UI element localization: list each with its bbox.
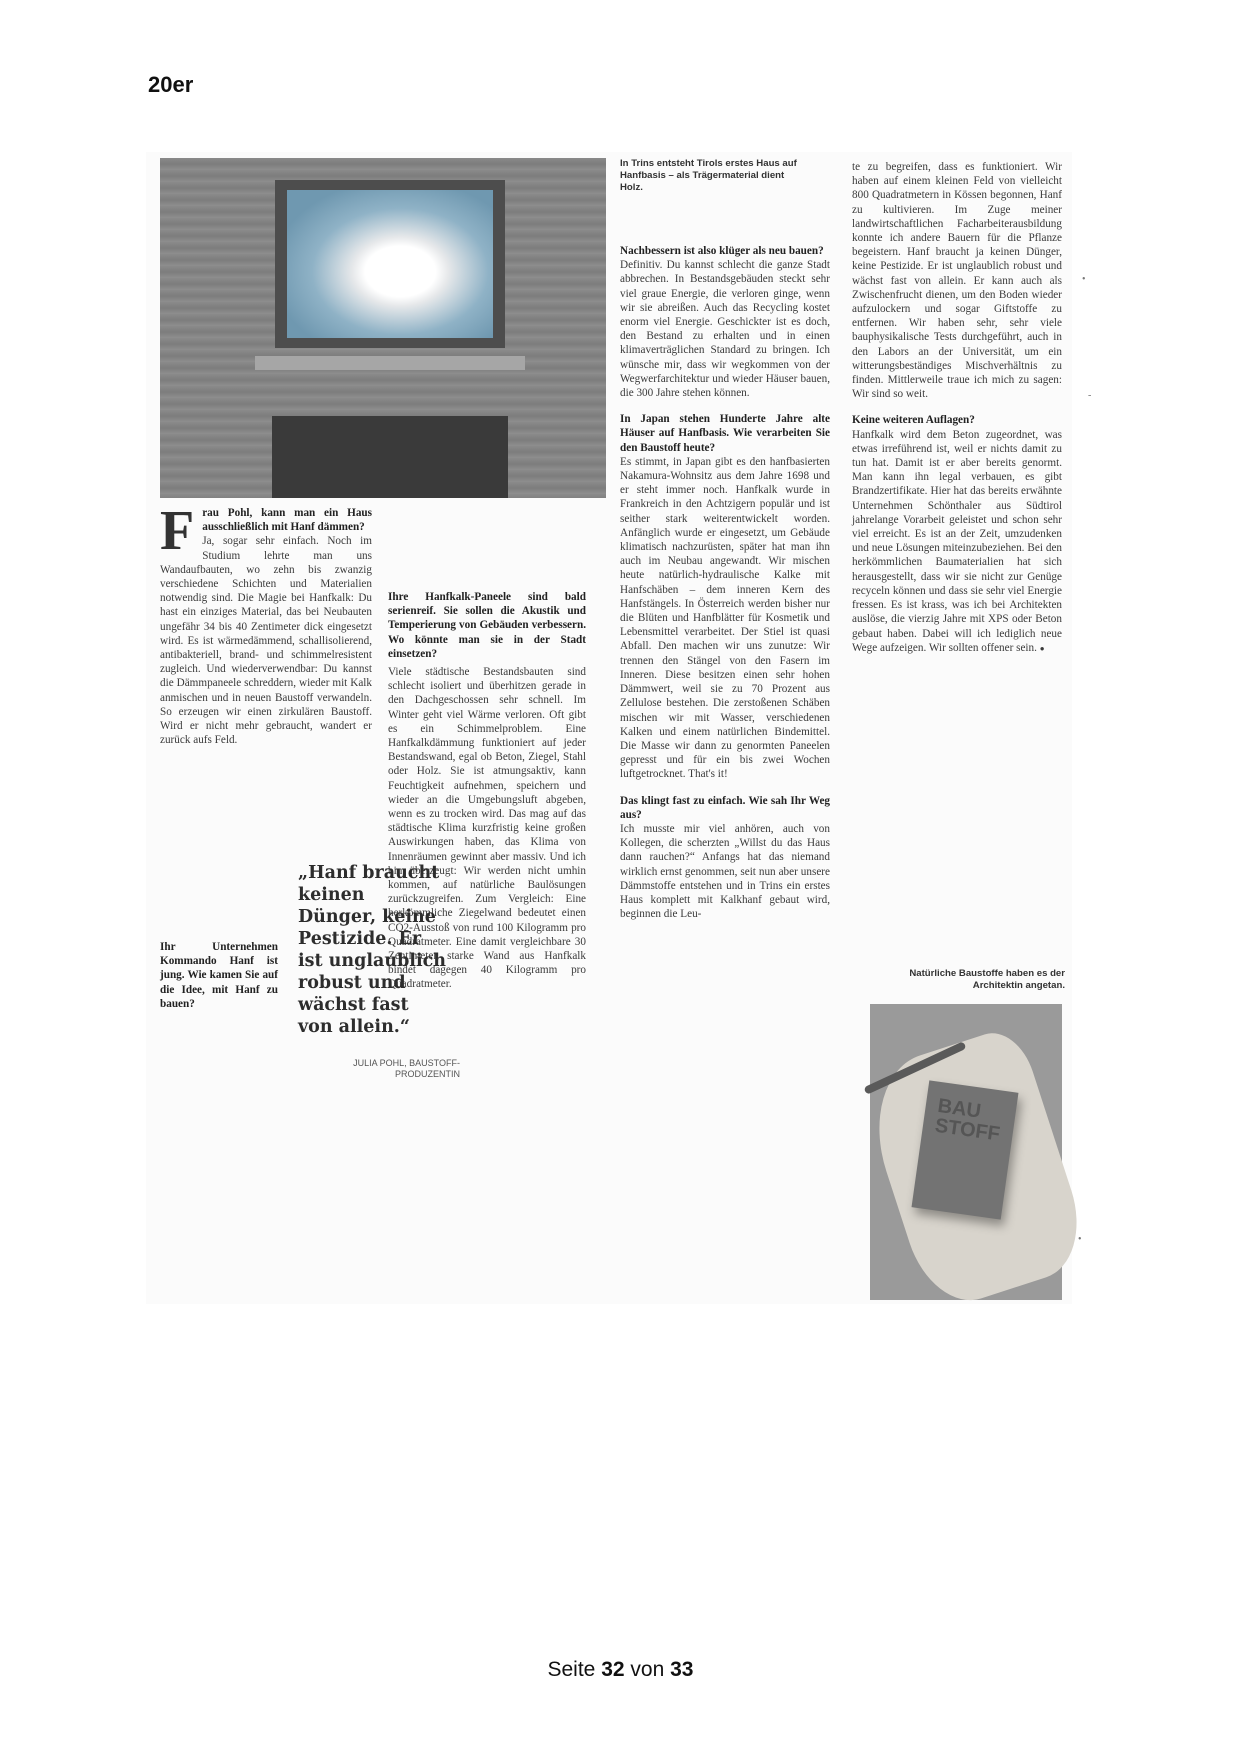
- photo-caption-trins: In Trins entsteht Tirols erstes Haus auf Hanfbasis – als Trägermaterial dient Holz.: [620, 158, 797, 193]
- footer-mid: von: [630, 1658, 665, 1681]
- article-column-2: [388, 590, 586, 661]
- article-column-3: [620, 244, 830, 921]
- footer-page-number: 32: [601, 1658, 625, 1681]
- baustoff-block: [912, 1080, 1019, 1219]
- article-column-1b: [160, 940, 278, 1011]
- scan-mark: •: [1078, 1234, 1082, 1245]
- footer-total-pages: 33: [670, 1658, 694, 1681]
- sky-reflection: [287, 190, 493, 338]
- drop-cap: F: [160, 500, 195, 562]
- scan-mark: •: [1082, 274, 1086, 285]
- article-photo-window: [160, 158, 606, 498]
- window-frame: [275, 180, 505, 348]
- article-column-2-body: [388, 665, 586, 991]
- end-mark-icon: ●: [1039, 643, 1045, 653]
- page-footer: [0, 1658, 1241, 1682]
- question-2: Ihr Unternehmen Kommando Hanf ist jung. Wie kamen Sie auf die Idee, mit Hanf zu bauen?: [160, 941, 278, 1010]
- question-3: Ihre Hanfkalk-Paneele sind bald serienreif. Sie sollen die Akustik und Temperierung von Gebäuden verbessern. Wo könnte man sie in der Stadt einsetzen?: [388, 591, 586, 660]
- photo-caption-baustoffe: Natürliche Baustoffe haben es der Architektin angetan.: [909, 968, 1065, 991]
- question-4: Nachbessern ist also klüger als neu bauen?: [620, 245, 824, 257]
- article-photo-baustoff: [870, 1004, 1062, 1300]
- window-ledge: [255, 356, 525, 370]
- answer-4: Definitiv. Du kannst schlecht die ganze Stadt abbrechen. In Bestandsgebäuden steckt sehr viel graue Energie, die verloren ginge, wenn wir sie abreißen. Auch das Recycling kostet enorm viel Energie. Geschickter ist es doch, den Bestand zu erhalten und in einen klimaverträglichen Standard zu bringen. Ich wünsche mir, dass wir wegkommen von der Wegwerfarchitektur und wieder Häuser bauen, die 300 Jahre stehen können.: [620, 259, 830, 400]
- pull-quote-source: JULIA POHL, BAUSTOFF-PRODUZENTIN: [353, 1058, 460, 1079]
- answer-5: Es stimmt, in Japan gibt es den hanfbasierten Nakamura-Wohnsitz aus dem Jahre 1698 und er steht immer noch. Hanfkalk wurde in Frankreich in den Achtzigern populär und ist seither stark weiterentwickelt worden. Anfänglich wurde er eingesetzt, um Gebäude klimatisch nachzurüsten, später hat man ihn auch im Neubau angewandt. Wir mischen heute natürlich-hydraulische Kalke mit Hanfschäben – dem inneren Kern des Hanfstängels. In Österreich werden bisher nur die Blüten und Hanfblätter für Kosmetik und Lebensmittel verarbeitet. Der Stiel ist quasi Abfall. Den machen wir uns zunutze: Wir trennen den Stängel von den Fasern im Inneren. Diese besitzen einen sehr hohen Dämmwert, weil sie zu 70 Prozent aus Zellulose bestehen. Die zerstoßenen Schäben mischen wir mit Wasser, verschiedenen Kalken und einem natürlichen Bindemittel. Die Masse wir dann zu genormten Paneelen gepresst und für ein bis zwei Wochen luftgetrocknet. That's it!: [620, 455, 830, 781]
- scan-mark: -: [1088, 390, 1092, 401]
- question-5: In Japan stehen Hunderte Jahre alte Häuser auf Hanfbasis. Wie verarbeiten Sie den Baustoff heute?: [620, 413, 830, 454]
- question-7: Keine weiteren Auflagen?: [852, 414, 975, 427]
- answer-6: Ich musste mir viel anhören, auch von Kollegen, die scherzten „Willst du das Haus dann rauchen?“ Anfangs hat das niemand wirklich ernst genommen, seit nun aber unsere Dämmstoffe entstehen und in Trins ein erstes Haus komplett mit Kalkhanf gebaut wird, beginnen die Leu-: [620, 822, 830, 921]
- door-opening: [272, 416, 508, 498]
- answer-3: Viele städtische Bestandsbauten sind schlecht isoliert und überhitzen gerade in den Dachgeschossen sehr schnell. Im Winter geht viel Wärme verloren. Oft gibt es ein Schimmelproblem. Eine Hanfkalkdämmung funktioniert auf jeder Bestandswand, egal ob Beton, Ziegel, Stahl oder Holz. Sie ist atmungsaktiv, kann Feuchtigkeit aufnehmen, speichern und wieder an die Umgebungsluft abgeben, wenn es zu trocken wird. Das mag auf das städtische Klima kurzfristig keine großen Auswirkungen haben, das Klima von Innenräumen gewinnt aber massiv. Und ich bin überzeugt: Wir werden nicht umhin kommen, auf natürliche Baulösungen zurückzugreifen. Zum Vergleich: Eine herkömmliche Ziegelwand bedeutet einen CO2-Ausstoß von rund 100 Kilogramm pro Quadratmeter. Eine damit vergleichbare 30 Zentimeter starke Wand aus Hanfkalk bindet dagegen 40 Kilogramm pro Quadratmeter.: [388, 666, 586, 991]
- question-1: rau Pohl, kann man ein Haus ausschließlich mit Hanf dämmen?: [202, 507, 372, 534]
- pull-quote: „Hanf braucht keinen Dünger, keine Pestizide. Er ist unglaublich robust und wächst fast von allein.“: [298, 863, 446, 1037]
- block-text: BAU STOFF: [933, 1094, 1002, 1146]
- article-column-1: [160, 500, 372, 747]
- question-6: Das klingt fast zu einfach. Wie sah Ihr Weg aus?: [620, 794, 830, 821]
- footer-prefix: Seite: [547, 1658, 596, 1681]
- answer-1: Ja, sogar sehr einfach. Noch im Studium lehrte man uns Wandaufbauten, wo zehn bis zwanzig verschiedene Schichten und Materialien notwendig sind. Die Magie bei Hanfkalk: Du hast ein einziges Material, das bei Neubauten ungefähr 34 bis 40 Zentimeter dick eingesetzt wird. Es ist wärmedämmend, schallisolierend, antibakteriell, brand- und schimmelresistent zugleich. Und wiederverwendbar: Du kannst die Dämmpaneele schreddern, wieder mit Kalk anmischen und in neuen Baustoff verwandeln. So erzeugen wir einen zirkulären Baustoff. Wird er nicht mehr gebraucht, wandert er zurück aufs Feld.: [160, 535, 372, 747]
- answer-7: Hanfkalk wird dem Beton zugeordnet, was etwas irreführend ist, weil er nichts damit zu tun hat. Damit ist er aber bereits genormt. Man kann ihn legal verbauen, es gibt Brandzertifikate. Hier hat das bereits erwähnte Unternehmen Schönthaler aus Südtirol jahrelange Vorarbeit geleistet und schon sehr viel erreicht. Es ist an der Zeit, umzudenken und neue Lösungen miteinzubeziehen. Bei den herkömmlichen Baumaterialien hat sich herausgestellt, dass wir sie nicht zur Genüge recyceln können und dass sie sehr viel Energie fressen. Es ist krass, was ich bei Architekten auslöse, die vierzig Jahre mit XPS oder Beton gebaut haben. Dabei will ich lediglich neue Wege aufzeigen. Wir sollten offener sein.: [852, 428, 1062, 654]
- article-column-4: [852, 160, 1062, 656]
- document-header-label: 20er: [148, 72, 194, 97]
- answer-6-continued: te zu begreifen, dass es funktioniert. Wir haben auf einem kleinen Feld von vielleicht 800 Quadratmetern in Kössen begonnen, Hanf zu kultivieren. Im Zuge meiner landwirtschaftlichen Facharbeiterausbildung konnte ich andere Bauern für die Pflanze begeistern. Hanf braucht ja keinen Dünger, keine Pestizide. Er ist unglaublich robust und wächst fast von allein. Er kann auch als Zwischenfrucht dienen, um den Boden wieder aufzulockern und sogar Giftstoffe zu entfernen. Wir haben sehr, sehr viele bauphysikalische Tests durchgeführt, auch in den Labors an der Universität, um ein witterungsbeständiges Mischverhältnis zu finden. Mittlerweile traue ich mich zu sagen: Wir sind so weit.: [852, 161, 1062, 401]
